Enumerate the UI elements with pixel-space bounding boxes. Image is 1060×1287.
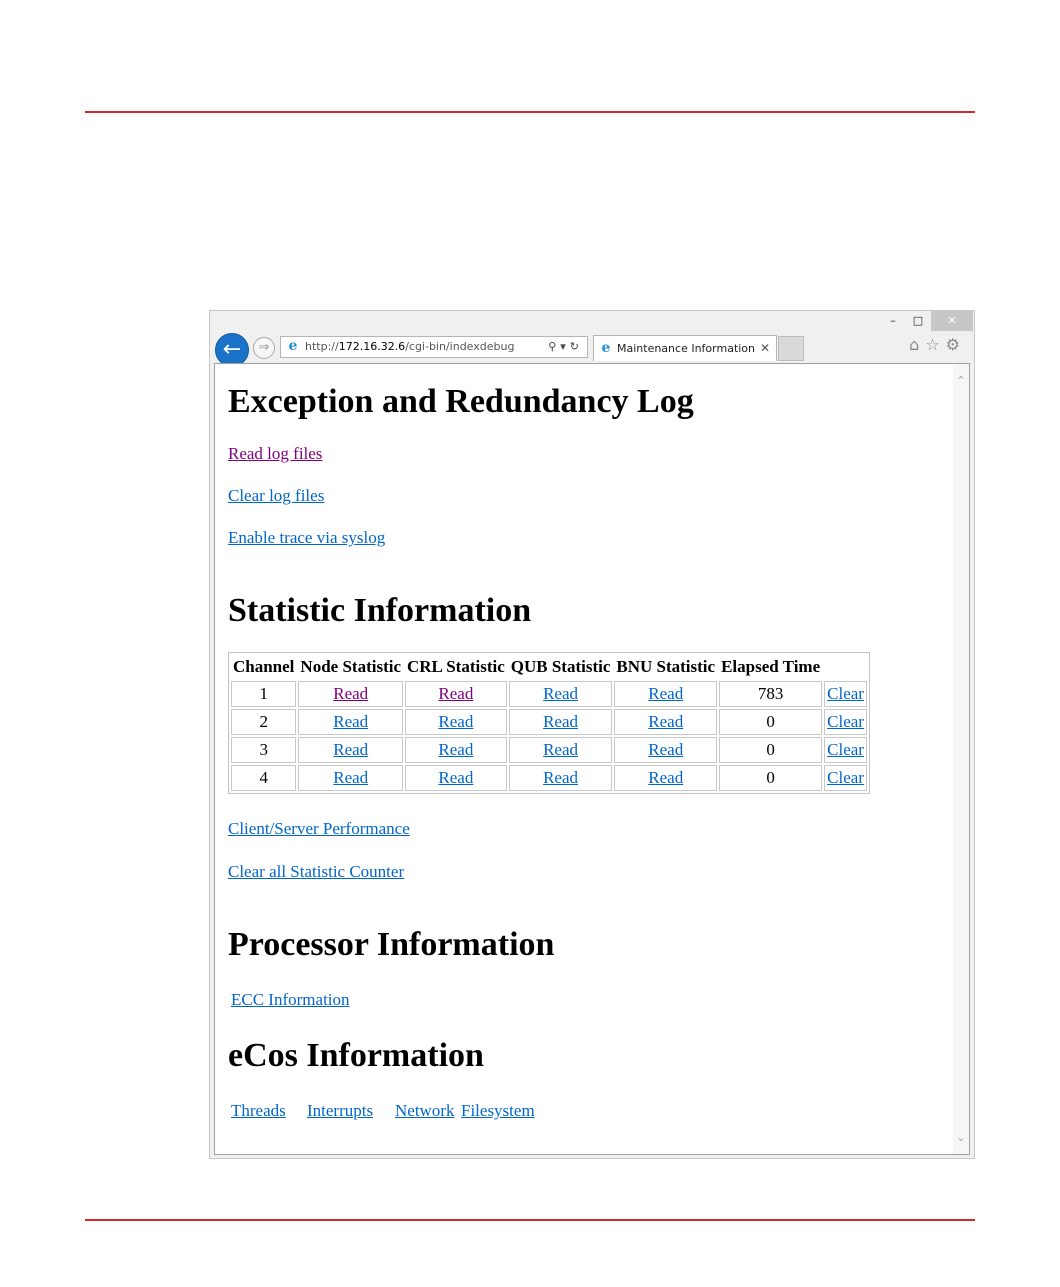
close-window-button[interactable]: ✕: [931, 311, 973, 331]
enable-trace-link[interactable]: Enable trace via syslog: [228, 528, 386, 547]
toolbar-icons: [909, 335, 966, 354]
qub-read-link[interactable]: Read: [543, 712, 579, 731]
clear-log-files-link[interactable]: Clear log files: [228, 486, 325, 505]
node-read-link[interactable]: Read: [333, 740, 369, 759]
channel-cell: 3: [231, 737, 296, 763]
navigation-bar: [210, 331, 974, 363]
clear-link[interactable]: Clear: [827, 684, 864, 703]
bottom-red-rule: [85, 1219, 975, 1221]
header-bnu-statistic: BNU Statistic: [616, 657, 716, 676]
elapsed-time-cell: 0: [719, 709, 822, 735]
clear-link[interactable]: Clear: [827, 768, 864, 787]
bnu-read-link[interactable]: Read: [648, 768, 684, 787]
settings-gear-icon[interactable]: ⚙: [945, 335, 966, 354]
dropdown-icon[interactable]: ▾: [560, 340, 570, 353]
tab-maintenance-information[interactable]: [593, 335, 777, 361]
vertical-scrollbar[interactable]: [953, 364, 969, 1154]
ie-icon: e: [288, 338, 298, 354]
table-header-row: [231, 655, 867, 679]
bnu-read-link[interactable]: Read: [648, 684, 684, 703]
node-read-link[interactable]: Read: [333, 712, 369, 731]
crl-read-link[interactable]: Read: [438, 684, 474, 703]
scroll-up-icon[interactable]: ⌃: [956, 374, 966, 387]
node-read-link[interactable]: Read: [333, 684, 369, 703]
home-icon[interactable]: ⌂: [909, 335, 926, 354]
statistic-table: [228, 652, 870, 794]
tab-title: Maintenance Information: [617, 342, 756, 355]
search-icon[interactable]: ⚲: [548, 340, 561, 353]
threads-link[interactable]: Threads: [231, 1101, 286, 1120]
node-read-link[interactable]: Read: [333, 768, 369, 787]
channel-cell: 2: [231, 709, 296, 735]
page-content: [214, 363, 970, 1155]
forward-icon[interactable]: ⇒: [253, 337, 275, 359]
channel-cell: 4: [231, 765, 296, 791]
header-elapsed-time: Elapsed Time: [721, 657, 821, 676]
channel-cell: 1: [231, 681, 296, 707]
clear-all-statistic-counter-link[interactable]: Clear all Statistic Counter: [228, 862, 405, 881]
interrupts-link[interactable]: Interrupts: [307, 1101, 374, 1120]
back-icon[interactable]: ←: [215, 333, 249, 367]
qub-read-link[interactable]: Read: [543, 768, 579, 787]
scroll-down-icon[interactable]: ⌄: [956, 1131, 966, 1144]
ecc-information-link[interactable]: ECC Information: [231, 990, 350, 1009]
crl-read-link[interactable]: Read: [438, 768, 474, 787]
table-row: [231, 737, 867, 763]
header-empty: [824, 655, 867, 679]
filesystem-link[interactable]: Filesystem: [461, 1101, 535, 1120]
elapsed-time-cell: 0: [719, 737, 822, 763]
url-path: /cgi-bin/indexdebug: [405, 340, 515, 353]
client-server-performance-link[interactable]: Client/Server Performance: [228, 819, 410, 838]
statistic-title: Statistic Information: [228, 592, 532, 629]
qub-read-link[interactable]: Read: [543, 684, 579, 703]
address-bar[interactable]: [280, 336, 588, 358]
table-row: [231, 681, 867, 707]
clear-link[interactable]: Clear: [827, 712, 864, 731]
maximize-icon[interactable]: □: [912, 314, 924, 327]
clear-link[interactable]: Clear: [827, 740, 864, 759]
table-row: [231, 709, 867, 735]
table-row: [231, 765, 867, 791]
read-log-files-link[interactable]: Read log files: [228, 444, 323, 463]
url-text[interactable]: [305, 337, 514, 357]
favorites-star-icon[interactable]: ☆: [925, 335, 946, 354]
elapsed-time-cell: 0: [719, 765, 822, 791]
header-channel: Channel: [233, 657, 295, 676]
network-link[interactable]: Network: [395, 1101, 455, 1120]
qub-read-link[interactable]: Read: [543, 740, 579, 759]
header-node-statistic: Node Statistic: [300, 657, 401, 676]
close-icon[interactable]: ✕: [759, 341, 770, 355]
processor-title: Processor Information: [228, 926, 555, 963]
url-prefix: http://: [305, 340, 339, 353]
bnu-read-link[interactable]: Read: [648, 712, 684, 731]
url-host: 172.16.32.6: [338, 340, 406, 353]
exception-title: Exception and Redundancy Log: [228, 383, 694, 420]
new-tab-button[interactable]: [778, 336, 804, 361]
title-bar: [210, 311, 974, 333]
header-crl-statistic: CRL Statistic: [407, 657, 505, 676]
browser-window: [209, 310, 975, 1159]
ecos-title: eCos Information: [228, 1037, 484, 1074]
crl-read-link[interactable]: Read: [438, 712, 474, 731]
crl-read-link[interactable]: Read: [438, 740, 474, 759]
header-qub-statistic: QUB Statistic: [510, 657, 611, 676]
bnu-read-link[interactable]: Read: [648, 740, 684, 759]
minimize-icon[interactable]: –: [890, 314, 896, 327]
address-tools: [548, 337, 583, 357]
refresh-icon[interactable]: ↻: [569, 340, 583, 353]
elapsed-time-cell: 783: [719, 681, 822, 707]
tab-ie-icon: e: [601, 340, 611, 356]
top-red-rule: [85, 111, 975, 113]
